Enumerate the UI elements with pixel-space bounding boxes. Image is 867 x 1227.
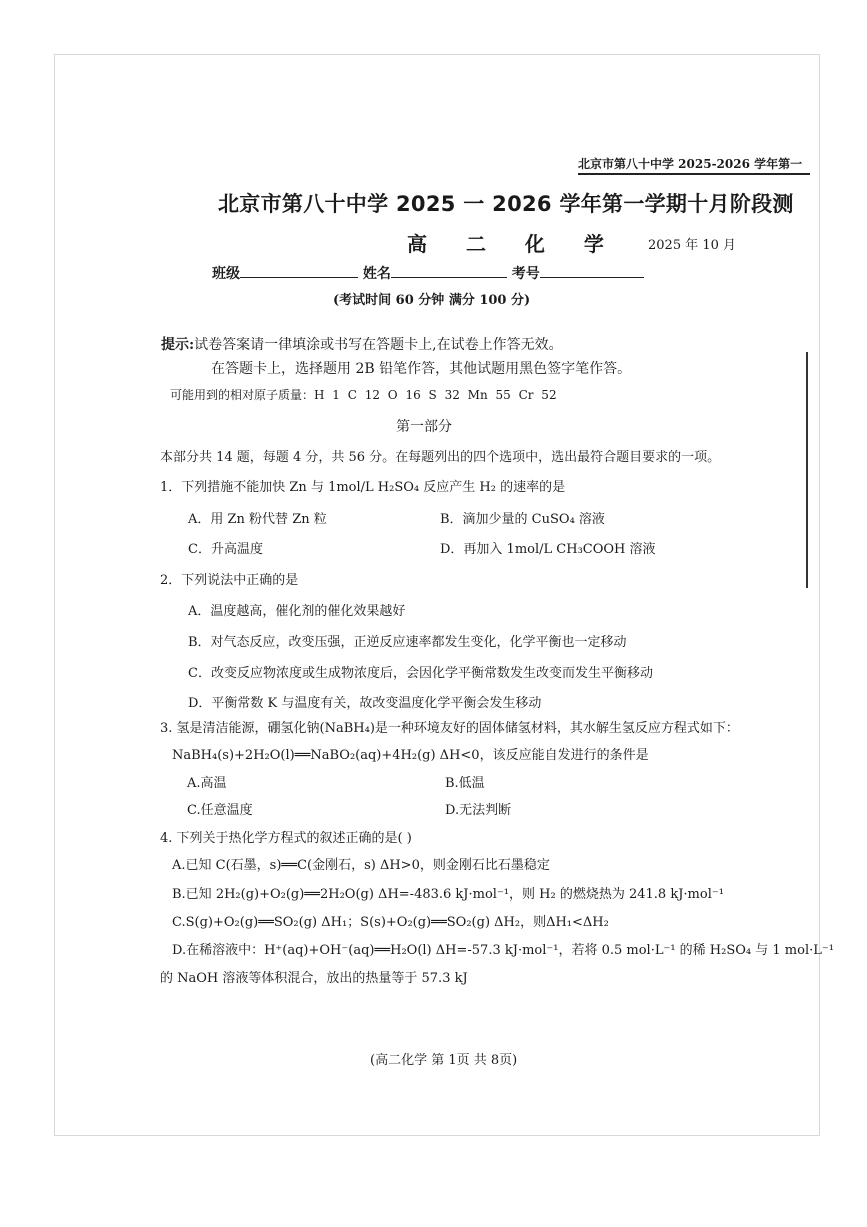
q1-option-b: B．滴加少量的 CuSO₄ 溶液	[440, 512, 605, 527]
hint-line-1	[161, 334, 563, 354]
q2-option-d: D．平衡常数 K 与温度有关，故改变温度化学平衡会发生移动	[188, 696, 542, 711]
q2-option-c: C．改变反应物浓度或生成物浓度后，会因化学平衡常数发生改变而发生平衡移动	[188, 666, 653, 681]
class-label: 班级	[212, 266, 240, 282]
section-instructions: 本部分共 14 题，每题 4 分，共 56 分。在每题列出的四个选项中，选出最符合题目要求的一项。	[160, 450, 721, 465]
exam-date: 2025 年 10 月	[648, 238, 737, 253]
q3-option-b: B.低温	[445, 776, 485, 791]
q3-option-c: C.任意温度	[187, 803, 253, 818]
q3-stem: 3. 氢是清洁能源，硼氢化钠(NaBH₄)是一种环境友好的固体储氢材料，其水解生氢反应方程式如下：	[160, 721, 739, 736]
page-footer: (高二化学 第 1页 共 8页)	[370, 1053, 518, 1068]
exam-no-label: 考号	[511, 266, 540, 282]
q2-stem: 2．下列说法中正确的是	[160, 573, 299, 588]
running-head: 北京市第八十中学 2025-2026 学年第一	[578, 155, 810, 175]
q1-option-d: D．再加入 1mol/L CH₃COOH 溶液	[440, 542, 656, 557]
q4-option-d-line2: 的 NaOH 溶液等体积混合，放出的热量等于 57.3 kJ	[160, 971, 468, 986]
q4-option-c: C.S(g)+O₂(g)══SO₂(g) ΔH₁；S(s)+O₂(g)══SO₂(g) ΔH₂，则ΔH₁<ΔH₂	[172, 915, 609, 930]
name-blank	[391, 263, 507, 278]
exam-time: (考试时间 60 分钟 满分 100 分)	[333, 293, 531, 308]
hint-line-2: 在答题卡上，选择题用 2B 铅笔作答，其他试题用黑色签字笔作答。	[211, 361, 632, 377]
atomic-masses: 可能用到的相对原子质量：H 1 C 12 O 16 S 32 Mn 55 Cr 52	[170, 388, 557, 402]
hint-text-1: 试卷答案请一律填涂或书写在答题卡上,在试卷上作答无效。	[194, 337, 563, 353]
q4-option-a: A.已知 C(石墨，s)══C(金刚石，s) ΔH>0，则金刚石比石墨稳定	[172, 858, 550, 873]
hint-label: 提示:	[161, 337, 195, 353]
q3-equation: NaBH₄(s)+2H₂O(l)══NaBO₂(aq)+4H₂(g) ΔH<0，该反应能自发进行的条件是	[172, 748, 649, 763]
class-blank	[240, 263, 358, 278]
q4-option-d-line1: D.在稀溶液中：H⁺(aq)+OH⁻(aq)══H₂O(l) ΔH=-57.3 kJ·mol⁻¹，若将 0.5 mol·L⁻¹ 的稀 H₂SO₄ 与 1 mol·L⁻¹	[172, 943, 834, 958]
q3-option-a: A.高温	[187, 776, 227, 791]
scan-edge-line	[806, 352, 808, 588]
section-title: 第一部分	[396, 419, 452, 435]
q4-option-b: B.已知 2H₂(g)+O₂(g)══2H₂O(g) ΔH=-483.6 kJ·mol⁻¹，则 H₂ 的燃烧热为 241.8 kJ·mol⁻¹	[172, 887, 724, 902]
q1-option-c: C．升高温度	[188, 542, 263, 557]
name-label: 姓名	[362, 266, 391, 282]
exam-title: 北京市第八十中学 2025 一 2026 学年第一学期十月阶段测	[218, 192, 794, 216]
q1-stem: 1．下列措施不能加快 Zn 与 1mol/L H₂SO₄ 反应产生 H₂ 的速率的是	[160, 480, 566, 495]
q1-option-a: A．用 Zn 粉代替 Zn 粒	[188, 512, 327, 527]
q3-option-d: D.无法判断	[445, 803, 512, 818]
q2-option-b: B．对气态反应，改变压强，正逆反应速率都发生变化，化学平衡也一定移动	[188, 635, 627, 650]
exam-no-blank	[540, 263, 644, 278]
subject-title: 高 二 化 学	[407, 232, 620, 256]
q4-stem: 4. 下列关于热化学方程式的叙述正确的是( )	[160, 831, 412, 846]
q2-option-a: A．温度越高，催化剂的催化效果越好	[188, 604, 406, 619]
student-info-fields	[212, 263, 644, 283]
